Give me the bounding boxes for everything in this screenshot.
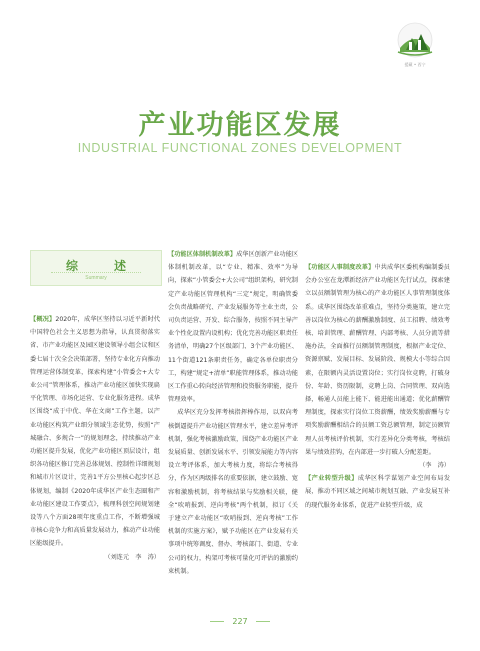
overview-paragraph	[30, 313, 160, 551]
summary-title: 综 述	[65, 259, 138, 273]
overview-text: 2020年，成华区坚持以习近平新时代中国特色社会主义思想为指导，认真贯彻落实省、市产业功能区及园区建设领导小组会议和区委七届十次全会决策部署，坚持专业化方向推动管理运营体制变革，探索构建“小管委会+大专业公司”管理体系，推动产业功能区加快实现扁平化管理、市场化运营、专业化服务进程。成华区围绕“成于中优、华在文商”工作主题，以产业功能区构筑产业细分领域生态优势，按照“产城融合、多规合一”的规划理念，持续推动产业功能区提升发展，优化产业功能区顶层设计，组织各功能区修订完善总体规划、控制性详细规划和城市片区设计，完善1平方公里核心起步区总体规划，编制《2020年成华区产业生态圈和产业功能区建设工作要点》，梳理科创空间规划建设等八个方面28项年度重点工作，不断增强城市核心竞争力和高质量发展动力，推动产业功能区能级提升。	[30, 316, 160, 548]
personnel-reform-paragraph	[305, 261, 450, 459]
mechanism-reform-paragraph	[168, 248, 298, 406]
mechanism-reform-tag: 【功能区体制机制改革】	[168, 251, 237, 258]
industry-upgrade-paragraph	[305, 472, 450, 512]
column-3	[305, 248, 450, 512]
industry-upgrade-tag: 【产业转型升级】	[305, 475, 358, 483]
overview-tag: 【概况】	[30, 316, 56, 323]
column-3-spacer	[305, 248, 450, 261]
page-number-rule-right	[256, 621, 270, 622]
page-subtitle: INDUSTRIAL FUNCTIONAL ZONES DEVELOPMENT	[77, 141, 403, 155]
summary-subtitle: Summary	[85, 275, 107, 281]
overview-signature: （刘连元 李 涛）	[104, 553, 160, 561]
logo-text: 援藏 • 西宁	[404, 62, 426, 67]
summary-divider	[51, 272, 141, 273]
page-title: 产业功能区发展	[138, 110, 342, 141]
column-1	[30, 313, 160, 564]
industry-upgrade-text: 成华区科学谋划产业空间布局发展，推动不同区域之间城市规划互融、产业发展互补的现代服务业体系，促进产业转型升级，成	[305, 475, 451, 509]
summary-box	[30, 250, 162, 286]
personnel-reform-tag: 【功能区人事制度改革】	[305, 264, 375, 271]
personnel-reform-signature: （李 涛）	[419, 462, 450, 470]
personnel-reform-text: 中共成华区委机构编制委员会办公室在龙潭新经济产业功能区先行试点，探索建立以员额制管理为核心的产业功能区人事管理制度体系。成华区围绕改革重难点，坚持分类施策，建立完善以岗位为核心的薪酬激励制度、员工招聘、绩效考核、培训管理、薪酬管理、内部考核、人员分流等措施办法，全面推行员额制管理制度，根据产业定位、资源禀赋、发展目标、发展阶段、规模大小等综合因素，在限额内灵活设置岗位；实行岗位竞聘，打破身份、年龄、资历限制，竞聘上岗、合同管理、双向选择，畅通人员能上能下、能进能出通道；优化薪酬管理制度，探索实行岗位工资薪酬，绩效奖励薪酬与专项奖励薪酬相结合的员额工资总额管理，制定员额管理人员考核评价机制，实行差异化分类考核，考核结果与绩效挂钩，在内部进一步打破人分配差距。	[305, 264, 450, 456]
page-number: 227	[232, 617, 248, 626]
mechanism-reform-text: 成华区创新产业功能区体制机制改革，以“专业、精准、效率”为导向，探索“小管委会+大公司”组织架构，研究制定产业功能区管理机构“三定”规定，明确管委会负责战略研究、产业发展服务等主业主责，公司负责运营、开发、综合服务，按照不同主导产业个性化设置内设机构；优化完善功能区职责任务清单，明确27个区级部门、3个产业功能区、11个街道121条职责任务，确定各单位职责分工，构建“规定+清单”职能管理体系，推动功能区工作重心转向经济管理和投资服务职能，提升管理效率。	[168, 251, 299, 404]
column-2	[168, 248, 298, 578]
assessment-paragraph: 成华区充分发挥考核指挥棒作用，以双向考核倒逼提升产业功能区管理水平，建立差异考评机制，强化考核激励政策，围绕产业功能区产业发展质量、创新发展水平、引领发展能力等内容设立考评体系，加大考核力度，将综合考核得分，作为区两级排名的重要依据，建立鼓励、宽容和激励机制，将考核结果与奖励相关联，健全“吹哨报到、逆向考核”两个机制，拟订《关于建立产业功能区“吹哨报到、逆向考核”工作机制的实施方案》，赋予功能区在产业发展有关事项中统筹调度、督办、考核部门、街道、专业公司的权力，构架可考核可量化可评估的激励约束机制。	[168, 409, 298, 575]
